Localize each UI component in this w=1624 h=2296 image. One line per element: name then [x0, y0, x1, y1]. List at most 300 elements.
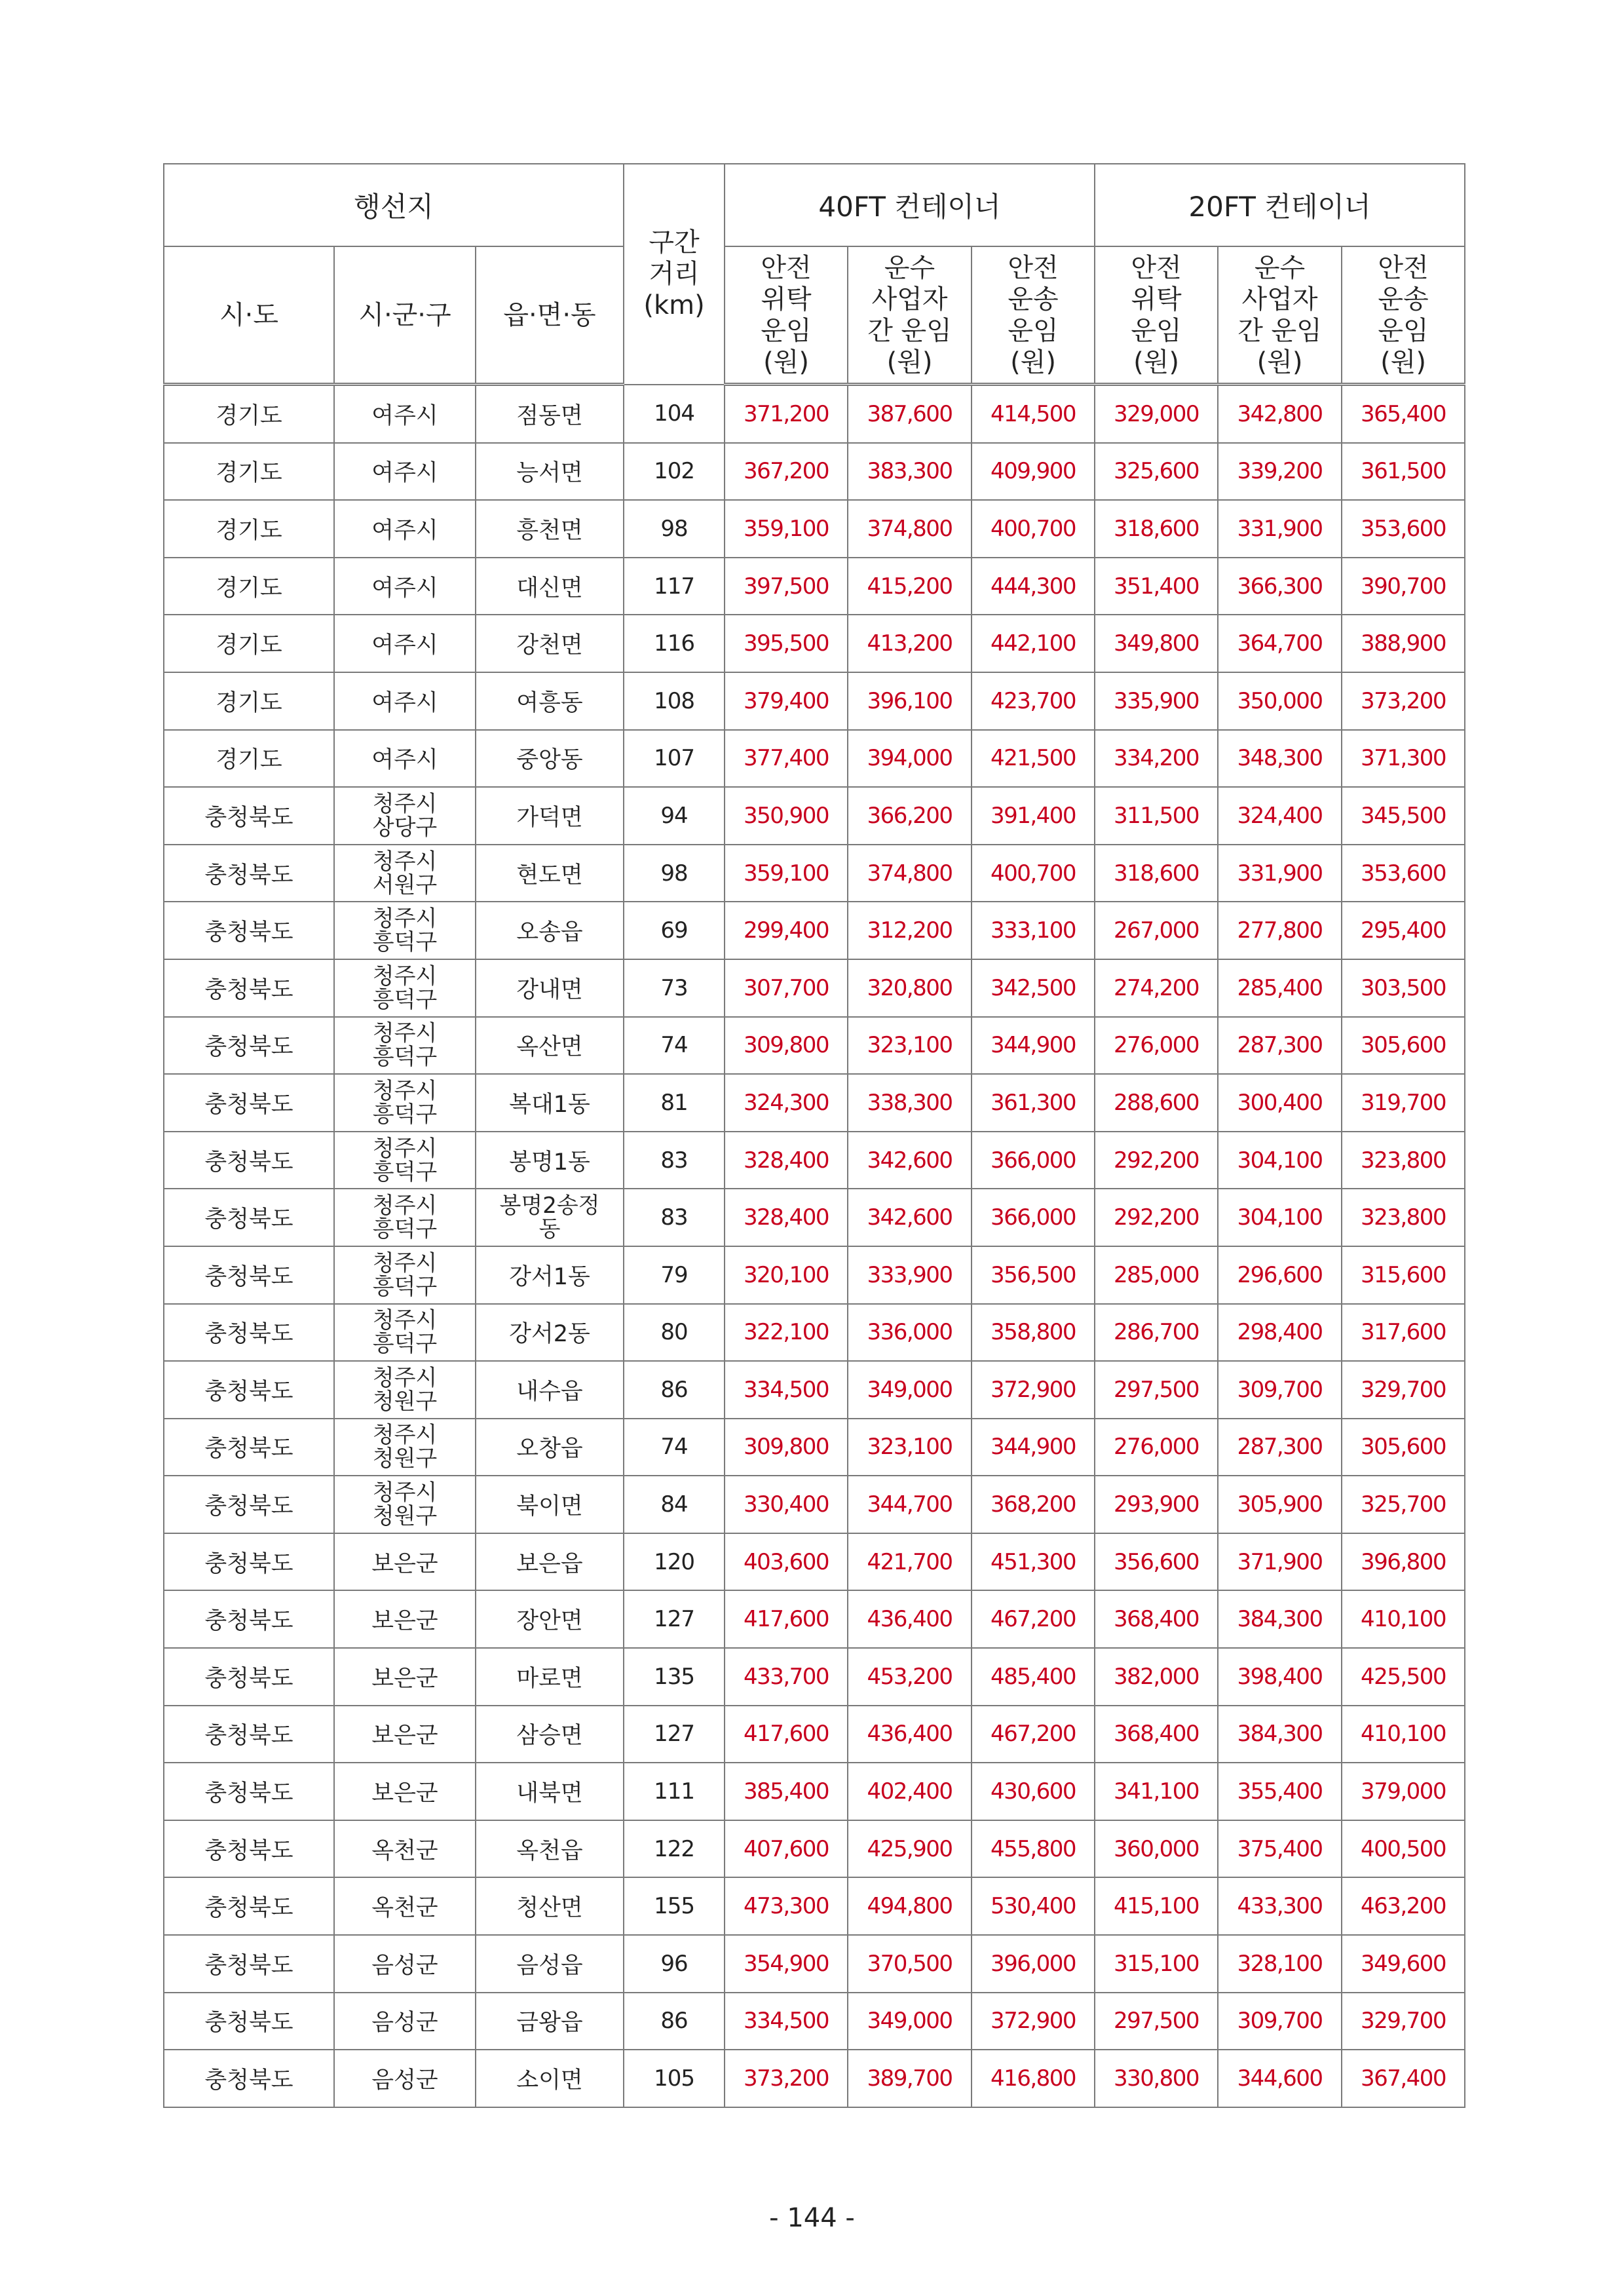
cell-fare: 356,600 — [1095, 1533, 1218, 1591]
table-row — [164, 1820, 1465, 1878]
fare-table — [163, 163, 1465, 2108]
cell-fare: 334,500 — [725, 1993, 848, 2050]
cell-fare: 463,200 — [1342, 1877, 1465, 1935]
cell-fare: 368,400 — [1095, 1706, 1218, 1763]
cell-fare: 351,400 — [1095, 558, 1218, 615]
cell-fare: 436,400 — [848, 1590, 972, 1648]
cell-fare: 372,900 — [972, 1993, 1095, 2050]
cell-fare: 338,300 — [848, 1074, 972, 1132]
cell-distance: 69 — [624, 902, 725, 959]
cell-fare: 360,000 — [1095, 1820, 1218, 1878]
cell-fare: 387,600 — [848, 385, 972, 443]
cell-fare: 350,000 — [1218, 672, 1342, 730]
cell-sigungu: 여주시 — [334, 672, 476, 730]
cell-fare: 320,800 — [848, 959, 972, 1017]
cell-sido: 경기도 — [164, 558, 334, 615]
cell-fare: 300,400 — [1218, 1074, 1342, 1132]
cell-distance: 120 — [624, 1533, 725, 1591]
cell-fare: 286,700 — [1095, 1304, 1218, 1362]
cell-sido: 충청북도 — [164, 1877, 334, 1935]
cell-fare: 421,500 — [972, 730, 1095, 788]
cell-fare: 417,600 — [725, 1590, 848, 1648]
cell-sido: 충청북도 — [164, 1706, 334, 1763]
cell-sido: 충청북도 — [164, 1763, 334, 1820]
cell-fare: 353,600 — [1342, 845, 1465, 902]
cell-eupmyeondong: 보은읍 — [476, 1533, 624, 1591]
cell-fare: 344,700 — [848, 1476, 972, 1533]
cell-fare: 309,800 — [725, 1419, 848, 1476]
cell-sido: 경기도 — [164, 443, 334, 501]
cell-sido: 충청북도 — [164, 1132, 334, 1189]
cell-eupmyeondong: 복대1동 — [476, 1074, 624, 1132]
cell-fare: 413,200 — [848, 615, 972, 672]
cell-distance: 155 — [624, 1877, 725, 1935]
cell-fare: 317,600 — [1342, 1304, 1465, 1362]
cell-sigungu: 청주시 흥덕구 — [334, 1304, 476, 1362]
cell-distance: 83 — [624, 1189, 725, 1246]
cell-fare: 433,300 — [1218, 1877, 1342, 1935]
cell-eupmyeondong: 강서2동 — [476, 1304, 624, 1362]
cell-distance: 102 — [624, 443, 725, 501]
cell-fare: 368,200 — [972, 1476, 1095, 1533]
cell-sido: 충청북도 — [164, 1590, 334, 1648]
cell-eupmyeondong: 봉명2송정 동 — [476, 1189, 624, 1246]
cell-distance: 86 — [624, 1993, 725, 2050]
cell-fare: 398,400 — [1218, 1648, 1342, 1706]
cell-sido: 충청북도 — [164, 1648, 334, 1706]
header-sido: 시·도 — [164, 246, 334, 385]
cell-fare: 423,700 — [972, 672, 1095, 730]
cell-sigungu: 여주시 — [334, 615, 476, 672]
cell-fare: 304,100 — [1218, 1189, 1342, 1246]
cell-distance: 94 — [624, 787, 725, 845]
cell-fare: 303,500 — [1342, 959, 1465, 1017]
cell-eupmyeondong: 장안면 — [476, 1590, 624, 1648]
cell-fare: 425,500 — [1342, 1648, 1465, 1706]
cell-sido: 충청북도 — [164, 959, 334, 1017]
table-row — [164, 1533, 1465, 1591]
cell-distance: 74 — [624, 1017, 725, 1075]
cell-sigungu: 청주시 흥덕구 — [334, 1189, 476, 1246]
cell-eupmyeondong: 점동면 — [476, 385, 624, 443]
table-row — [164, 1304, 1465, 1362]
cell-fare: 416,800 — [972, 2050, 1095, 2107]
cell-fare: 344,900 — [972, 1419, 1095, 1476]
table-row — [164, 845, 1465, 902]
cell-fare: 389,700 — [848, 2050, 972, 2107]
cell-distance: 84 — [624, 1476, 725, 1533]
cell-fare: 323,800 — [1342, 1189, 1465, 1246]
cell-fare: 315,100 — [1095, 1935, 1218, 1993]
cell-fare: 359,100 — [725, 500, 848, 558]
cell-fare: 371,300 — [1342, 730, 1465, 788]
cell-eupmyeondong: 대신면 — [476, 558, 624, 615]
cell-sigungu: 음성군 — [334, 1935, 476, 1993]
table-row — [164, 1763, 1465, 1820]
header-fare-col-1: 안전 위탁 운임 (원) — [725, 246, 848, 385]
cell-sigungu: 청주시 청원구 — [334, 1476, 476, 1533]
table-row — [164, 1648, 1465, 1706]
cell-sido: 충청북도 — [164, 1304, 334, 1362]
cell-fare: 315,600 — [1342, 1246, 1465, 1304]
cell-fare: 396,800 — [1342, 1533, 1465, 1591]
header-40ft: 40FT 컨테이너 — [725, 164, 1095, 246]
cell-fare: 361,300 — [972, 1074, 1095, 1132]
cell-sido: 충청북도 — [164, 845, 334, 902]
cell-fare: 345,500 — [1342, 787, 1465, 845]
cell-fare: 307,700 — [725, 959, 848, 1017]
cell-fare: 391,400 — [972, 787, 1095, 845]
cell-fare: 366,200 — [848, 787, 972, 845]
cell-fare: 367,200 — [725, 443, 848, 501]
header-distance: 구간 거리 (km) — [624, 164, 725, 385]
cell-sido: 충청북도 — [164, 1189, 334, 1246]
cell-sigungu: 보은군 — [334, 1706, 476, 1763]
cell-fare: 293,900 — [1095, 1476, 1218, 1533]
cell-fare: 309,700 — [1218, 1993, 1342, 2050]
cell-fare: 305,900 — [1218, 1476, 1342, 1533]
cell-fare: 328,400 — [725, 1189, 848, 1246]
cell-fare: 333,100 — [972, 902, 1095, 959]
cell-eupmyeondong: 소이면 — [476, 2050, 624, 2107]
cell-sigungu: 청주시 흥덕구 — [334, 902, 476, 959]
cell-fare: 366,300 — [1218, 558, 1342, 615]
fare-table-page — [163, 163, 1464, 2108]
cell-sigungu: 청주시 흥덕구 — [334, 1074, 476, 1132]
cell-fare: 453,200 — [848, 1648, 972, 1706]
cell-fare: 430,600 — [972, 1763, 1095, 1820]
cell-fare: 277,800 — [1218, 902, 1342, 959]
cell-fare: 348,300 — [1218, 730, 1342, 788]
cell-fare: 342,600 — [848, 1132, 972, 1189]
cell-fare: 339,200 — [1218, 443, 1342, 501]
cell-fare: 288,600 — [1095, 1074, 1218, 1132]
cell-fare: 297,500 — [1095, 1361, 1218, 1419]
cell-fare: 298,400 — [1218, 1304, 1342, 1362]
cell-sigungu: 여주시 — [334, 730, 476, 788]
cell-sido: 경기도 — [164, 385, 334, 443]
cell-fare: 361,500 — [1342, 443, 1465, 501]
cell-fare: 342,500 — [972, 959, 1095, 1017]
cell-eupmyeondong: 오창읍 — [476, 1419, 624, 1476]
table-row — [164, 500, 1465, 558]
table-row — [164, 558, 1465, 615]
cell-eupmyeondong: 가덕면 — [476, 787, 624, 845]
table-row — [164, 1590, 1465, 1648]
cell-sigungu: 청주시 서원구 — [334, 845, 476, 902]
cell-sigungu: 청주시 흥덕구 — [334, 1246, 476, 1304]
table-row — [164, 1246, 1465, 1304]
cell-fare: 485,400 — [972, 1648, 1095, 1706]
cell-fare: 379,400 — [725, 672, 848, 730]
cell-fare: 433,700 — [725, 1648, 848, 1706]
cell-eupmyeondong: 오송읍 — [476, 902, 624, 959]
cell-distance: 98 — [624, 845, 725, 902]
cell-eupmyeondong: 흥천면 — [476, 500, 624, 558]
cell-fare: 395,500 — [725, 615, 848, 672]
cell-distance: 116 — [624, 615, 725, 672]
cell-fare: 274,200 — [1095, 959, 1218, 1017]
header-fare-col-6: 안전 운송 운임 (원) — [1342, 246, 1465, 385]
cell-sigungu: 청주시 흥덕구 — [334, 1132, 476, 1189]
cell-fare: 368,400 — [1095, 1590, 1218, 1648]
cell-fare: 382,000 — [1095, 1648, 1218, 1706]
cell-fare: 367,400 — [1342, 2050, 1465, 2107]
header-eupmyeondong: 읍·면·동 — [476, 246, 624, 385]
table-row — [164, 1706, 1465, 1763]
cell-eupmyeondong: 내북면 — [476, 1763, 624, 1820]
cell-sigungu: 보은군 — [334, 1533, 476, 1591]
cell-sido: 충청북도 — [164, 902, 334, 959]
cell-fare: 287,300 — [1218, 1419, 1342, 1476]
cell-sigungu: 청주시 흥덕구 — [334, 959, 476, 1017]
cell-fare: 323,800 — [1342, 1132, 1465, 1189]
cell-fare: 377,400 — [725, 730, 848, 788]
cell-fare: 451,300 — [972, 1533, 1095, 1591]
cell-fare: 390,700 — [1342, 558, 1465, 615]
cell-fare: 353,600 — [1342, 500, 1465, 558]
cell-fare: 374,800 — [848, 500, 972, 558]
cell-fare: 287,300 — [1218, 1017, 1342, 1075]
cell-fare: 318,600 — [1095, 500, 1218, 558]
cell-distance: 81 — [624, 1074, 725, 1132]
cell-fare: 323,100 — [848, 1017, 972, 1075]
cell-sigungu: 음성군 — [334, 1993, 476, 2050]
cell-fare: 396,100 — [848, 672, 972, 730]
cell-fare: 530,400 — [972, 1877, 1095, 1935]
cell-distance: 117 — [624, 558, 725, 615]
cell-eupmyeondong: 북이면 — [476, 1476, 624, 1533]
cell-fare: 319,700 — [1342, 1074, 1465, 1132]
table-row — [164, 1132, 1465, 1189]
cell-sigungu: 보은군 — [334, 1648, 476, 1706]
cell-sido: 충청북도 — [164, 2050, 334, 2107]
cell-distance: 98 — [624, 500, 725, 558]
cell-fare: 444,300 — [972, 558, 1095, 615]
cell-distance: 111 — [624, 1763, 725, 1820]
cell-fare: 276,000 — [1095, 1419, 1218, 1476]
cell-fare: 371,900 — [1218, 1533, 1342, 1591]
cell-fare: 383,300 — [848, 443, 972, 501]
cell-fare: 394,000 — [848, 730, 972, 788]
cell-fare: 358,800 — [972, 1304, 1095, 1362]
cell-fare: 359,100 — [725, 845, 848, 902]
cell-fare: 305,600 — [1342, 1419, 1465, 1476]
cell-eupmyeondong: 중앙동 — [476, 730, 624, 788]
cell-distance: 74 — [624, 1419, 725, 1476]
cell-fare: 366,000 — [972, 1189, 1095, 1246]
cell-fare: 322,100 — [725, 1304, 848, 1362]
cell-fare: 400,700 — [972, 500, 1095, 558]
cell-fare: 373,200 — [1342, 672, 1465, 730]
header-fare-col-3: 안전 운송 운임 (원) — [972, 246, 1095, 385]
cell-fare: 417,600 — [725, 1706, 848, 1763]
cell-sigungu: 여주시 — [334, 443, 476, 501]
table-row — [164, 1361, 1465, 1419]
cell-eupmyeondong: 능서면 — [476, 443, 624, 501]
cell-eupmyeondong: 현도면 — [476, 845, 624, 902]
cell-distance: 79 — [624, 1246, 725, 1304]
cell-fare: 328,400 — [725, 1132, 848, 1189]
cell-distance: 127 — [624, 1590, 725, 1648]
cell-sido: 경기도 — [164, 672, 334, 730]
cell-fare: 425,900 — [848, 1820, 972, 1878]
cell-fare: 285,000 — [1095, 1246, 1218, 1304]
cell-fare: 355,400 — [1218, 1763, 1342, 1820]
cell-sido: 충청북도 — [164, 1533, 334, 1591]
cell-fare: 309,700 — [1218, 1361, 1342, 1419]
cell-fare: 365,400 — [1342, 385, 1465, 443]
cell-fare: 330,800 — [1095, 2050, 1218, 2107]
cell-sigungu: 옥천군 — [334, 1820, 476, 1878]
cell-fare: 373,200 — [725, 2050, 848, 2107]
cell-distance: 122 — [624, 1820, 725, 1878]
cell-eupmyeondong: 삼승면 — [476, 1706, 624, 1763]
table-row — [164, 385, 1465, 443]
cell-fare: 372,900 — [972, 1361, 1095, 1419]
cell-sido: 충청북도 — [164, 1361, 334, 1419]
cell-distance: 105 — [624, 2050, 725, 2107]
cell-fare: 323,100 — [848, 1419, 972, 1476]
cell-eupmyeondong: 금왕읍 — [476, 1993, 624, 2050]
cell-fare: 396,000 — [972, 1935, 1095, 1993]
cell-fare: 329,000 — [1095, 385, 1218, 443]
table-row — [164, 1993, 1465, 2050]
cell-fare: 342,600 — [848, 1189, 972, 1246]
cell-fare: 312,200 — [848, 902, 972, 959]
cell-fare: 304,100 — [1218, 1132, 1342, 1189]
cell-distance: 86 — [624, 1361, 725, 1419]
cell-sido: 경기도 — [164, 615, 334, 672]
cell-fare: 350,900 — [725, 787, 848, 845]
cell-fare: 309,800 — [725, 1017, 848, 1075]
cell-fare: 379,000 — [1342, 1763, 1465, 1820]
cell-sigungu: 음성군 — [334, 2050, 476, 2107]
cell-sido: 충청북도 — [164, 1419, 334, 1476]
cell-fare: 320,100 — [725, 1246, 848, 1304]
cell-sigungu: 청주시 흥덕구 — [334, 1017, 476, 1075]
cell-distance: 83 — [624, 1132, 725, 1189]
cell-fare: 349,000 — [848, 1993, 972, 2050]
cell-distance: 104 — [624, 385, 725, 443]
cell-fare: 328,100 — [1218, 1935, 1342, 1993]
cell-fare: 467,200 — [972, 1590, 1095, 1648]
cell-fare: 285,400 — [1218, 959, 1342, 1017]
cell-distance: 135 — [624, 1648, 725, 1706]
cell-fare: 331,900 — [1218, 500, 1342, 558]
cell-fare: 410,100 — [1342, 1590, 1465, 1648]
cell-fare: 415,200 — [848, 558, 972, 615]
table-row — [164, 672, 1465, 730]
cell-fare: 415,100 — [1095, 1877, 1218, 1935]
cell-eupmyeondong: 옥산면 — [476, 1017, 624, 1075]
cell-fare: 421,700 — [848, 1533, 972, 1591]
cell-fare: 467,200 — [972, 1706, 1095, 1763]
cell-sigungu: 여주시 — [334, 500, 476, 558]
table-row — [164, 902, 1465, 959]
cell-fare: 442,100 — [972, 615, 1095, 672]
cell-sido: 충청북도 — [164, 1074, 334, 1132]
header-region: 행선지 — [164, 164, 624, 246]
cell-distance: 108 — [624, 672, 725, 730]
cell-sido: 충청북도 — [164, 1246, 334, 1304]
cell-distance: 96 — [624, 1935, 725, 1993]
table-row — [164, 1017, 1465, 1075]
cell-fare: 349,600 — [1342, 1935, 1465, 1993]
cell-fare: 400,700 — [972, 845, 1095, 902]
cell-sido: 경기도 — [164, 500, 334, 558]
header-fare-col-4: 안전 위탁 운임 (원) — [1095, 246, 1218, 385]
cell-fare: 341,100 — [1095, 1763, 1218, 1820]
cell-fare: 384,300 — [1218, 1590, 1342, 1648]
header-sigungu: 시·군·구 — [334, 246, 476, 385]
cell-fare: 366,000 — [972, 1132, 1095, 1189]
cell-fare: 344,900 — [972, 1017, 1095, 1075]
table-row — [164, 787, 1465, 845]
cell-fare: 331,900 — [1218, 845, 1342, 902]
cell-fare: 325,700 — [1342, 1476, 1465, 1533]
header-fare-col-2: 운수 사업자 간 운임 (원) — [848, 246, 972, 385]
cell-fare: 407,600 — [725, 1820, 848, 1878]
cell-fare: 324,400 — [1218, 787, 1342, 845]
table-row — [164, 1189, 1465, 1246]
table-row — [164, 730, 1465, 788]
header-fare-col-5: 운수 사업자 간 운임 (원) — [1218, 246, 1342, 385]
cell-fare: 356,500 — [972, 1246, 1095, 1304]
table-row — [164, 443, 1465, 501]
cell-eupmyeondong: 옥천읍 — [476, 1820, 624, 1878]
cell-fare: 299,400 — [725, 902, 848, 959]
cell-fare: 330,400 — [725, 1476, 848, 1533]
cell-sido: 충청북도 — [164, 1017, 334, 1075]
cell-eupmyeondong: 강서1동 — [476, 1246, 624, 1304]
cell-eupmyeondong: 내수읍 — [476, 1361, 624, 1419]
cell-fare: 276,000 — [1095, 1017, 1218, 1075]
cell-sigungu: 보은군 — [334, 1763, 476, 1820]
cell-sigungu: 청주시 청원구 — [334, 1419, 476, 1476]
cell-eupmyeondong: 마로면 — [476, 1648, 624, 1706]
cell-fare: 267,000 — [1095, 902, 1218, 959]
cell-fare: 329,700 — [1342, 1993, 1465, 2050]
cell-fare: 292,200 — [1095, 1189, 1218, 1246]
table-row — [164, 2050, 1465, 2107]
cell-sido: 충청북도 — [164, 1993, 334, 2050]
cell-fare: 384,300 — [1218, 1706, 1342, 1763]
cell-fare: 374,800 — [848, 845, 972, 902]
cell-fare: 397,500 — [725, 558, 848, 615]
cell-fare: 344,600 — [1218, 2050, 1342, 2107]
cell-fare: 473,300 — [725, 1877, 848, 1935]
cell-fare: 342,800 — [1218, 385, 1342, 443]
cell-sido: 충청북도 — [164, 1935, 334, 1993]
cell-fare: 334,200 — [1095, 730, 1218, 788]
cell-sigungu: 청주시 청원구 — [334, 1361, 476, 1419]
cell-fare: 371,200 — [725, 385, 848, 443]
cell-fare: 403,600 — [725, 1533, 848, 1591]
cell-sido: 충청북도 — [164, 1820, 334, 1878]
cell-fare: 297,500 — [1095, 1993, 1218, 2050]
cell-eupmyeondong: 강내면 — [476, 959, 624, 1017]
cell-fare: 296,600 — [1218, 1246, 1342, 1304]
cell-fare: 414,500 — [972, 385, 1095, 443]
cell-fare: 336,000 — [848, 1304, 972, 1362]
table-row — [164, 1935, 1465, 1993]
cell-fare: 370,500 — [848, 1935, 972, 1993]
header-20ft: 20FT 컨테이너 — [1095, 164, 1465, 246]
cell-fare: 388,900 — [1342, 615, 1465, 672]
table-row — [164, 1419, 1465, 1476]
cell-fare: 318,600 — [1095, 845, 1218, 902]
